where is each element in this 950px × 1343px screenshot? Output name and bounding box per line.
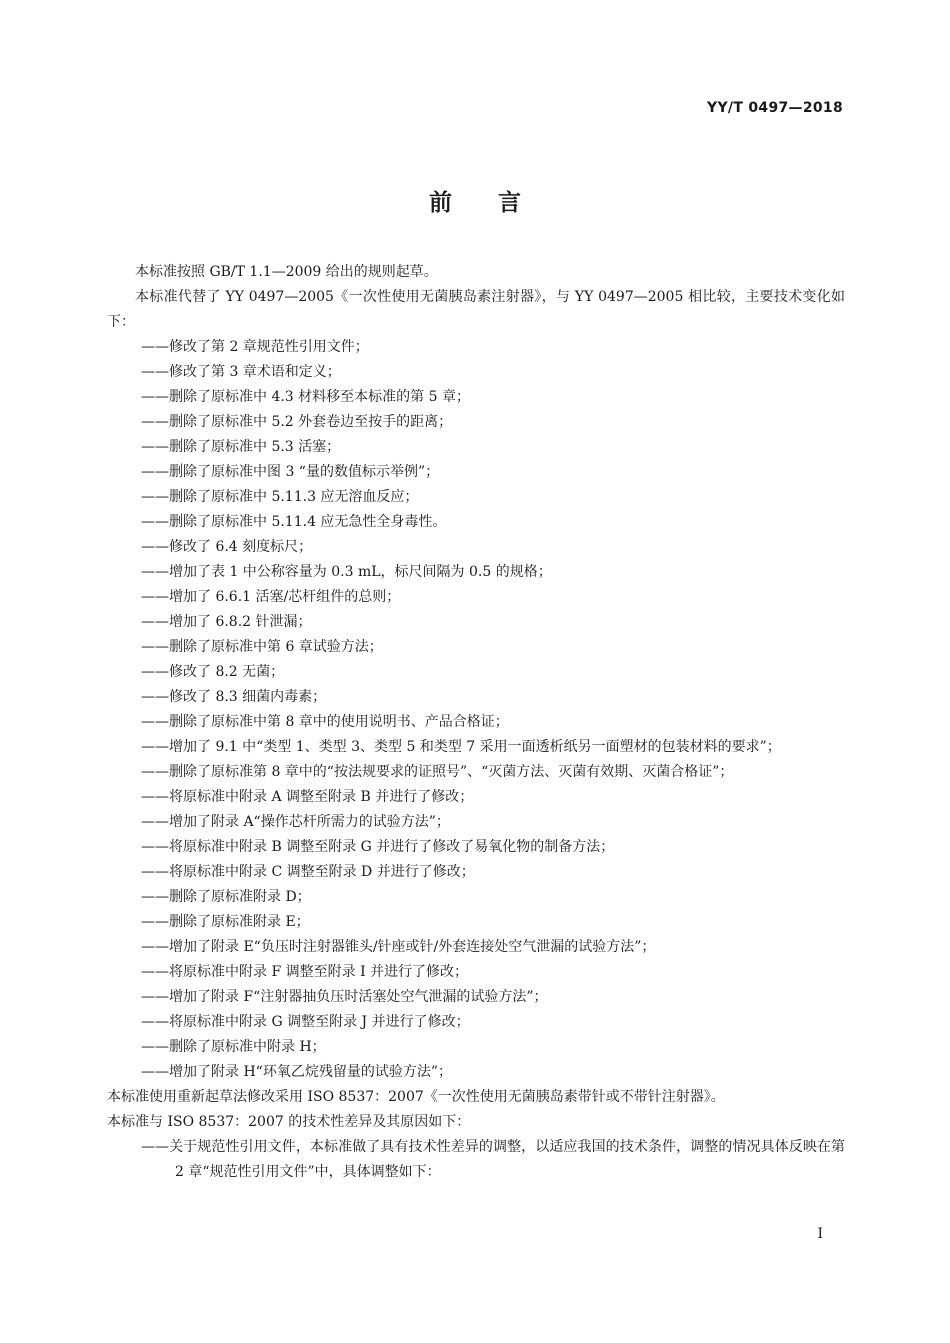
list-item: ——删除了原标准中 4.3 材料移至本标准的第 5 章；	[141, 389, 470, 405]
list-item: ——将原标准中附录 C 调整至附录 D 并进行了修改；	[141, 864, 475, 880]
list-item: ——增加了表 1 中公称容量为 0.3 mL，标尺间隔为 0.5 的规格；	[141, 564, 552, 580]
list-item: ——增加了附录 A“操作芯杆所需力的试验方法”；	[141, 814, 450, 830]
list-item: ——增加了 9.1 中“类型 1、类型 3、类型 5 和类型 7 采用一面透析纸另一面塑材的包装材料的要求”；	[141, 739, 781, 755]
list-item: ——删除了原标准中 5.3 活塞；	[141, 439, 341, 455]
list-item: ——将原标准中附录 B 调整至附录 G 并进行了修改了易氧化物的制备方法；	[141, 839, 615, 855]
list-item: ——删除了原标准中图 3 “量的数值标示举例”；	[141, 464, 440, 480]
changes-list	[107, 335, 845, 1085]
standard-code: YY/T 0497—2018	[707, 100, 843, 116]
page-number: I	[817, 1226, 823, 1242]
list-item: ——修改了 6.4 刻度标尺；	[141, 539, 313, 555]
list-item: ——删除了原标准中 5.11.4 应无急性全身毒性。	[141, 514, 447, 530]
list-item: ——删除了原标准中 5.2 外套卷边至按手的距离；	[141, 414, 453, 430]
list-item: ——将原标准中附录 F 调整至附录 I 并进行了修改；	[141, 964, 469, 980]
list-item: ——增加了 6.8.2 针泄漏；	[141, 614, 312, 630]
list-item: ——将原标准中附录 A 调整至附录 B 并进行了修改；	[141, 789, 474, 805]
list-item: ——增加了附录 E“负压时注射器锥头/针座或针/外套连接处空气泄漏的试验方法”；	[141, 939, 656, 955]
list-item: ——删除了原标准中附录 H；	[141, 1039, 326, 1055]
list-item: ——修改了第 2 章规范性引用文件；	[141, 339, 369, 355]
list-item: ——增加了 6.6.1 活塞/芯杆组件的总则；	[141, 589, 401, 605]
list-item: ——删除了原标准中第 8 章中的使用说明书、产品合格证；	[141, 714, 509, 730]
document-body	[107, 260, 845, 1185]
list-item: ——删除了原标准第 8 章中的“按法规要求的证照号”、“灭菌方法、灭菌有效期、灭菌合格证”；	[141, 764, 734, 780]
list-item: ——关于规范性引用文件，本标准做了具有技术性差异的调整，以适应我国的技术条件，调整的情况具体反映在第 2 章“规范性引用文件”中，具体调整如下：	[141, 1139, 845, 1180]
intro-paragraph: 本标准按照 GB/T 1.1—2009 给出的规则起草。	[135, 264, 438, 280]
intro-paragraph: 本标准代替了 YY 0497—2005《一次性使用无菌胰岛素注射器》，与 YY 0497—2005 相比较，主要技术变化如下：	[107, 289, 845, 330]
list-item: ——修改了 8.2 无菌；	[141, 664, 285, 680]
differences-paragraph: 本标准与 ISO 8537：2007 的技术性差异及其原因如下：	[107, 1114, 471, 1130]
list-item: ——修改了第 3 章术语和定义；	[141, 364, 341, 380]
differences-list	[107, 1135, 845, 1185]
list-item: ——增加了附录 F“注射器抽负压时活塞处空气泄漏的试验方法”；	[141, 989, 548, 1005]
page-title: 前言	[429, 190, 567, 216]
list-item: ——删除了原标准中 5.11.3 应无溶血反应；	[141, 489, 419, 505]
list-item: ——将原标准中附录 G 调整至附录 J 并进行了修改；	[141, 1014, 470, 1030]
adoption-paragraph: 本标准使用重新起草法修改采用 ISO 8537：2007《一次性使用无菌胰岛素带针或不带针注射器》。	[107, 1089, 725, 1105]
list-item: ——修改了 8.3 细菌内毒素；	[141, 689, 327, 705]
list-item: ——增加了附录 H“环氧乙烷残留量的试验方法”；	[141, 1064, 452, 1080]
list-item: ——删除了原标准附录 D；	[141, 889, 311, 905]
list-item: ——删除了原标准附录 E；	[141, 914, 310, 930]
list-item: ——删除了原标准中第 6 章试验方法；	[141, 639, 383, 655]
